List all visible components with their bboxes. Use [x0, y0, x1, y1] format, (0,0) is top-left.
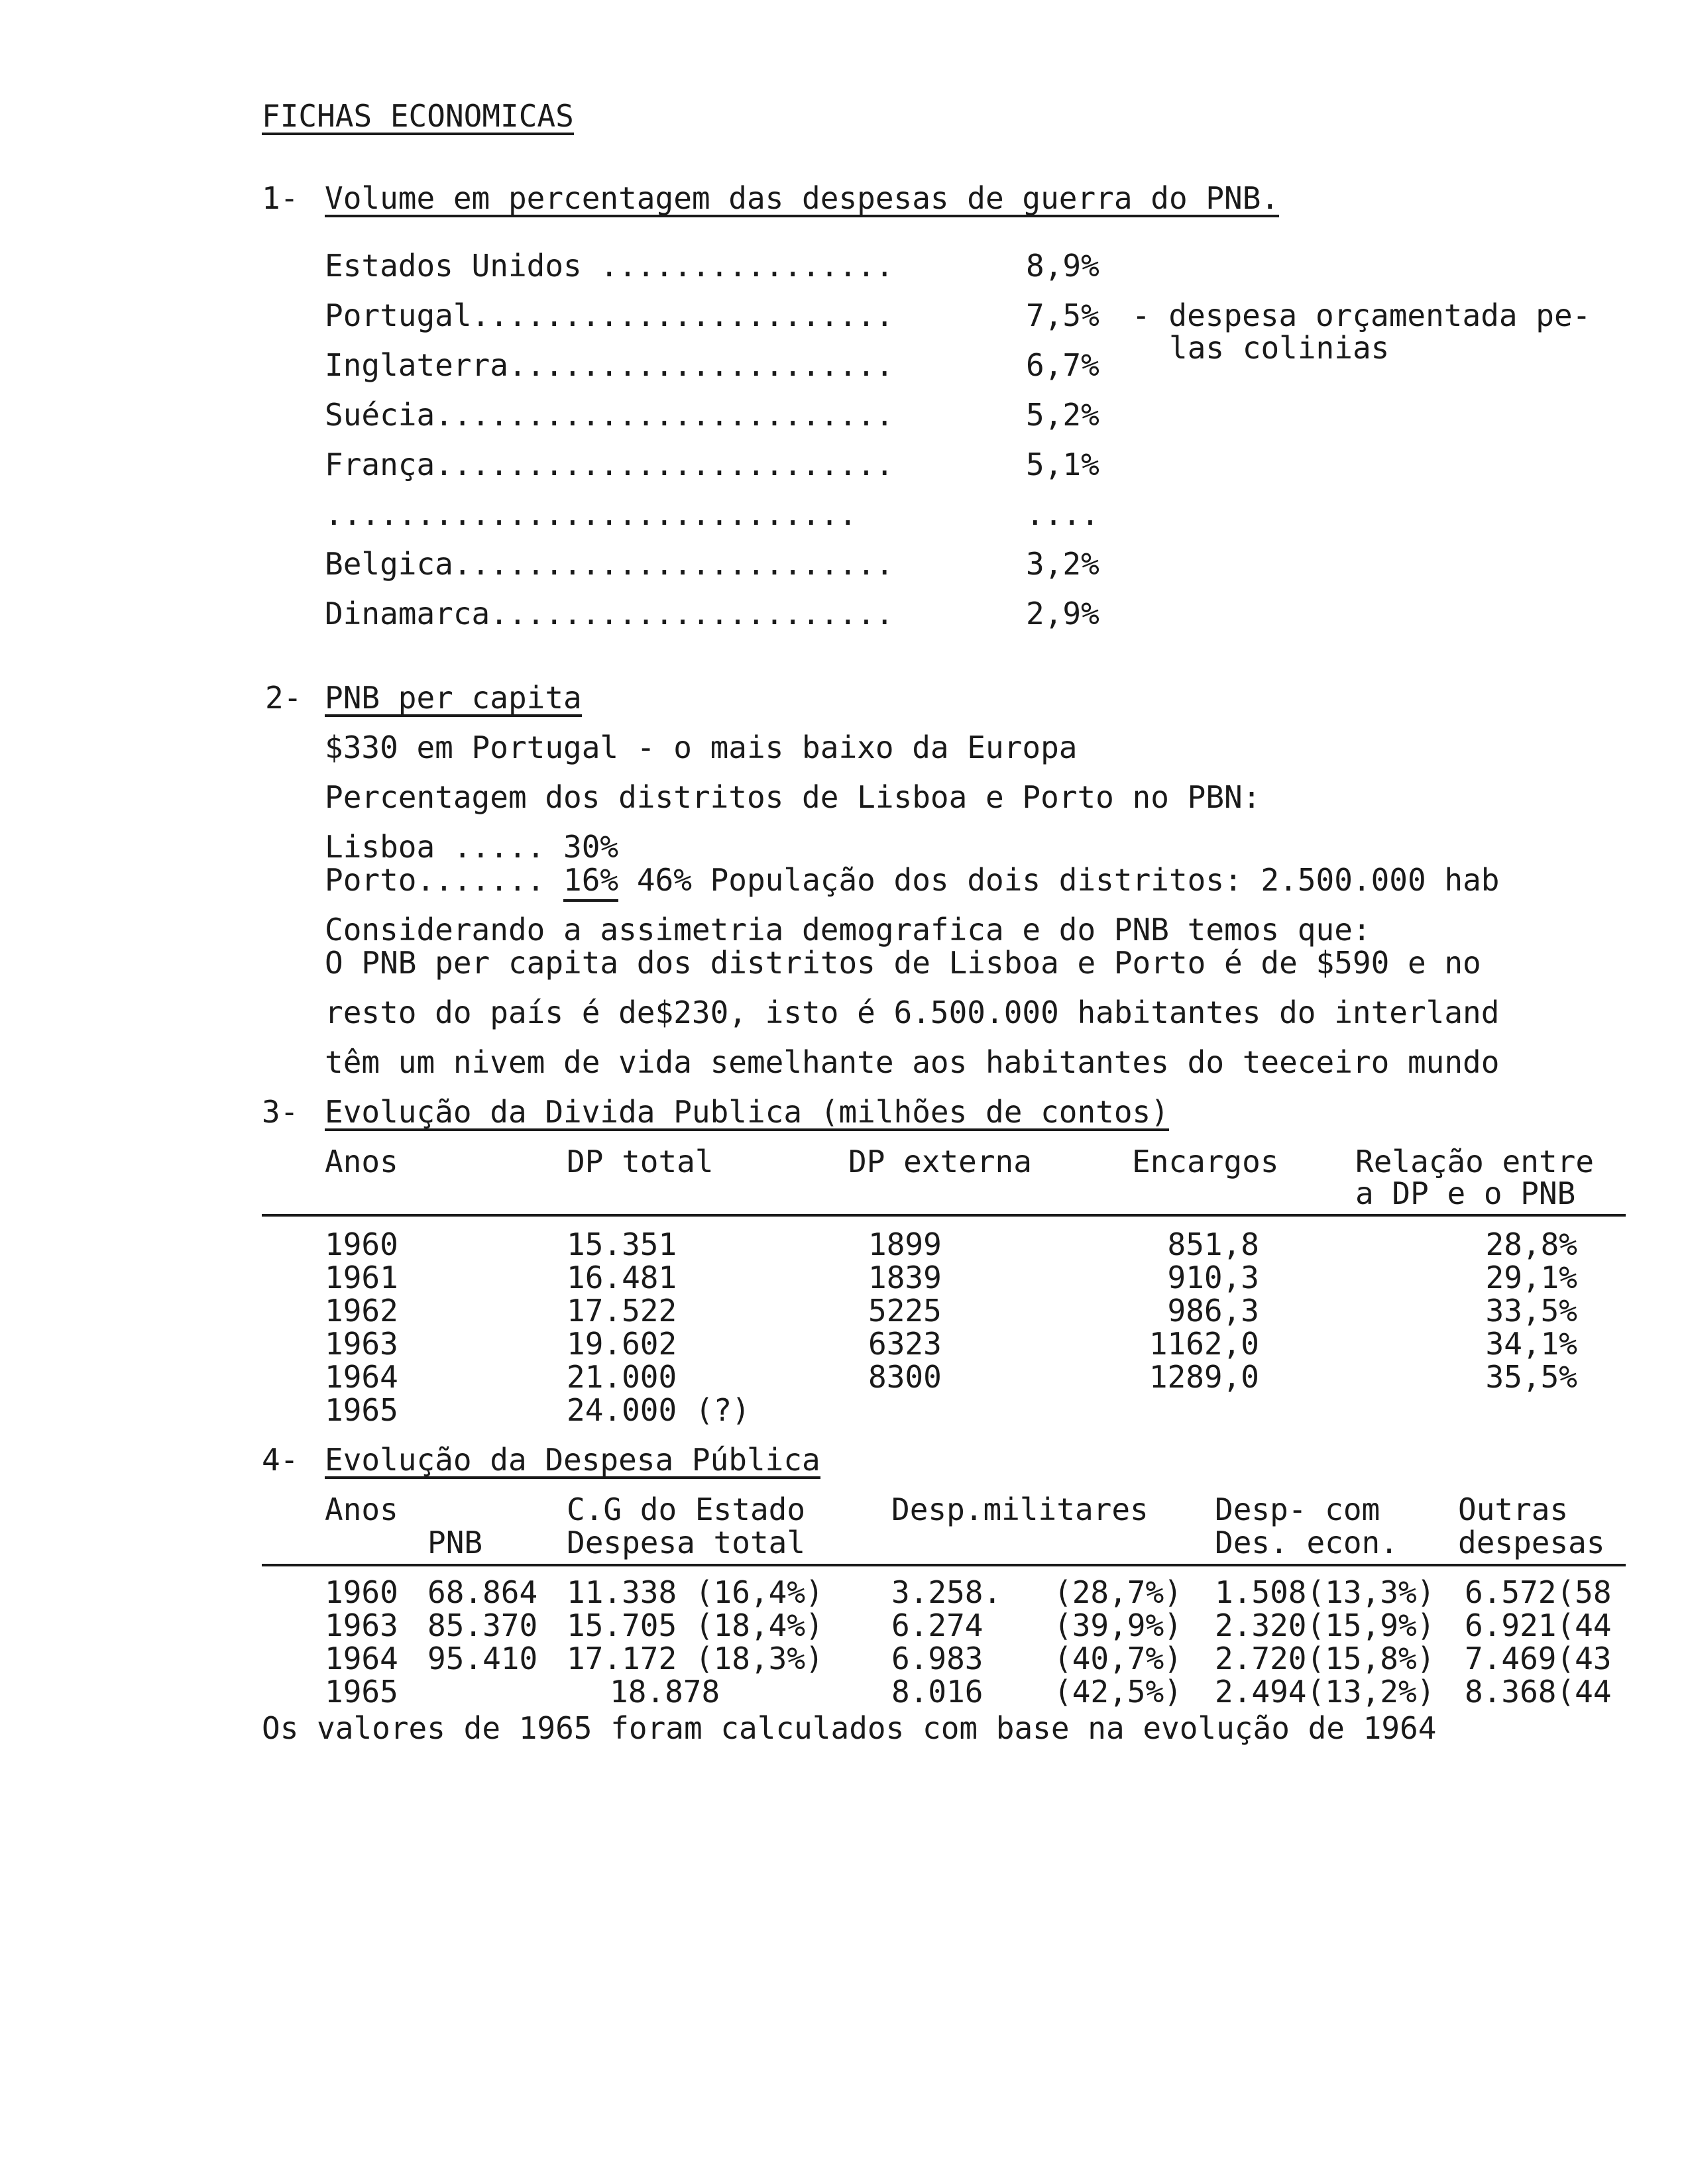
- cell-pnb: 95.410: [427, 1641, 538, 1676]
- col-header-outras: despesas: [1458, 1525, 1605, 1560]
- cell-militares: 3.258.: [891, 1574, 1002, 1610]
- col-header-dp-total: DP total: [567, 1144, 714, 1179]
- cell-cg: 17.172 (18,3%): [567, 1641, 824, 1676]
- country-value: ....: [1026, 496, 1099, 532]
- cell-ano: 1961: [325, 1260, 398, 1295]
- cell-ano: 1964: [325, 1641, 398, 1676]
- country-value: 5,1%: [1026, 447, 1099, 482]
- cell-ano: 1960: [325, 1227, 398, 1262]
- section-heading: Evolução da Despesa Pública: [325, 1442, 820, 1478]
- country-label: Suécia.........................: [325, 397, 894, 433]
- text-line: O PNB per capita dos distritos de Lisboa e Porto é de $590 e no: [325, 945, 1481, 981]
- cell-dp-externa: 1899: [868, 1227, 942, 1262]
- cell-militares-pct: (28,7%): [1054, 1574, 1182, 1610]
- country-label: Estados Unidos ................: [325, 248, 894, 284]
- country-label: Belgica........................: [325, 546, 894, 582]
- footnote: Os valores de 1965 foram calculados com base na evolução de 1964: [262, 1710, 1437, 1746]
- section-heading: PNB per capita: [325, 680, 582, 716]
- cell-encargos: 986,3: [1167, 1293, 1259, 1329]
- cell-encargos: 1289,0: [1149, 1359, 1259, 1395]
- country-value: 8,9%: [1026, 248, 1099, 284]
- col-header-encargos: Encargos: [1132, 1144, 1279, 1179]
- cell-pnb: 68.864: [427, 1574, 538, 1610]
- page-title: FICHAS ECONOMICAS: [262, 98, 574, 134]
- cell-relacao: 29,1%: [1485, 1260, 1577, 1295]
- text-line: resto do país é de$230, isto é 6.500.000 habitantes do interland: [325, 995, 1500, 1030]
- col-header-dp-externa: DP externa: [848, 1144, 1032, 1179]
- country-label: Dinamarca......................: [325, 596, 894, 631]
- cell-ano: 1964: [325, 1359, 398, 1395]
- cell-cg: 18.878: [610, 1674, 720, 1710]
- cell-encargos: 1162,0: [1149, 1326, 1259, 1362]
- cell-cg: 15.705 (18,4%): [567, 1608, 824, 1643]
- col-header-pnb: PNB: [427, 1525, 483, 1560]
- cell-militares-pct: (40,7%): [1054, 1641, 1182, 1676]
- cell-relacao: 34,1%: [1485, 1326, 1577, 1362]
- col-header-cg: Despesa total: [567, 1525, 806, 1560]
- section-number: 1-: [262, 180, 299, 216]
- cell-ano: 1965: [325, 1674, 398, 1710]
- cell-dp-externa: 8300: [868, 1359, 942, 1395]
- col-header-militares: Desp.militares: [891, 1492, 1149, 1527]
- cell-ano: 1960: [325, 1574, 398, 1610]
- cell-outras: 6.572(58: [1465, 1574, 1612, 1610]
- population-text: 46% População dos dois distritos: 2.500.000 hab: [618, 862, 1500, 898]
- cell-ano: 1963: [325, 1608, 398, 1643]
- country-label: Portugal.......................: [325, 298, 894, 333]
- text-line: Percentagem dos distritos de Lisboa e Porto no PBN:: [325, 779, 1261, 815]
- table-rule: [262, 1564, 1626, 1566]
- cell-outras: 7.469(43: [1465, 1641, 1612, 1676]
- section-number: 2-: [265, 680, 302, 716]
- country-label: França.........................: [325, 447, 894, 482]
- cell-ano: 1962: [325, 1293, 398, 1329]
- portugal-note: las colinias: [1169, 330, 1390, 366]
- col-header-anos: Anos: [325, 1492, 398, 1527]
- cell-des-econ: 2.494(13,2%): [1215, 1674, 1435, 1710]
- cell-dp-externa: 6323: [868, 1326, 942, 1362]
- cell-dp-total: 16.481: [567, 1260, 677, 1295]
- section-number: 4-: [262, 1442, 299, 1478]
- cell-relacao: 35,5%: [1485, 1359, 1577, 1395]
- porto-share: [325, 862, 1500, 898]
- country-value: 7,5%: [1026, 298, 1099, 333]
- cell-des-econ: 1.508(13,3%): [1215, 1574, 1435, 1610]
- text-line: têm um nivem de vida semelhante aos habitantes do teeceiro mundo: [325, 1044, 1500, 1080]
- cell-dp-total: 19.602: [567, 1326, 677, 1362]
- col-header-relacao: a DP e o PNB: [1355, 1175, 1576, 1211]
- cell-relacao: 33,5%: [1485, 1293, 1577, 1329]
- cell-dp-externa: 5225: [868, 1293, 942, 1329]
- text-line: Considerando a assimetria demografica e do PNB temos que:: [325, 912, 1371, 948]
- col-header-des-econ: Des. econ.: [1215, 1525, 1398, 1560]
- country-label: .............................: [325, 496, 858, 532]
- section-heading: Evolução da Divida Publica (milhões de contos): [325, 1094, 1169, 1130]
- cell-dp-total: 21.000: [567, 1359, 677, 1395]
- cell-ano: 1963: [325, 1326, 398, 1362]
- col-header-des-econ: Desp- com: [1215, 1492, 1380, 1527]
- col-header-cg: C.G do Estado: [567, 1492, 806, 1527]
- country-value: 5,2%: [1026, 397, 1099, 433]
- cell-militares-pct: (39,9%): [1054, 1608, 1182, 1643]
- cell-des-econ: 2.320(15,9%): [1215, 1608, 1435, 1643]
- cell-dp-total: 24.000 (?): [567, 1392, 750, 1428]
- country-value: 6,7%: [1026, 347, 1099, 383]
- country-value: 3,2%: [1026, 546, 1099, 582]
- cell-encargos: 851,8: [1167, 1227, 1259, 1262]
- section-number: 3-: [262, 1094, 299, 1130]
- portugal-note: - despesa orçamentada pe-: [1132, 298, 1591, 333]
- cell-militares: 6.274: [891, 1608, 984, 1643]
- cell-outras: 8.368(44: [1465, 1674, 1612, 1710]
- lisboa-share: Lisboa ..... 30%: [325, 829, 619, 865]
- porto-value: 16%: [563, 862, 618, 902]
- cell-militares: 6.983: [891, 1641, 984, 1676]
- cell-ano: 1965: [325, 1392, 398, 1428]
- section-heading: Volume em percentagem das despesas de guerra do PNB.: [325, 180, 1280, 216]
- cell-relacao: 28,8%: [1485, 1227, 1577, 1262]
- cell-pnb: 85.370: [427, 1608, 538, 1643]
- col-header-relacao: Relação entre: [1355, 1144, 1595, 1179]
- country-value: 2,9%: [1026, 596, 1099, 631]
- text-line: $330 em Portugal - o mais baixo da Europa: [325, 730, 1078, 765]
- table-rule: [262, 1214, 1626, 1217]
- country-label: Inglaterra.....................: [325, 347, 894, 383]
- cell-militares: 8.016: [891, 1674, 984, 1710]
- cell-dp-total: 17.522: [567, 1293, 677, 1329]
- col-header-outras: Outras: [1458, 1492, 1569, 1527]
- col-header-anos: Anos: [325, 1144, 398, 1179]
- cell-militares-pct: (42,5%): [1054, 1674, 1182, 1710]
- cell-des-econ: 2.720(15,8%): [1215, 1641, 1435, 1676]
- cell-encargos: 910,3: [1167, 1260, 1259, 1295]
- porto-label: Porto.......: [325, 862, 564, 898]
- cell-cg: 11.338 (16,4%): [567, 1574, 824, 1610]
- cell-dp-externa: 1839: [868, 1260, 942, 1295]
- cell-outras: 6.921(44: [1465, 1608, 1612, 1643]
- cell-dp-total: 15.351: [567, 1227, 677, 1262]
